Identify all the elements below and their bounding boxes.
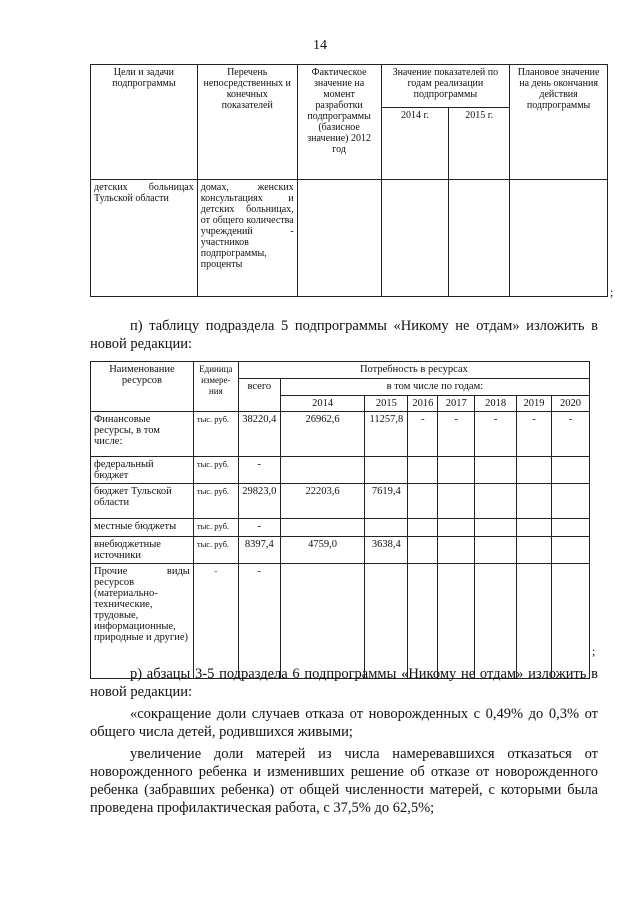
table-row <box>91 537 590 564</box>
header-planned-value: Плановое значение на день окончания действия подпрограммы <box>510 65 608 180</box>
cell-year-value <box>475 484 517 519</box>
cell-total: 38220,4 <box>238 412 280 457</box>
header-year: 2019 <box>517 396 552 412</box>
cell-year-value <box>475 537 517 564</box>
cell-year-value <box>408 484 438 519</box>
cell-year-value <box>517 519 552 537</box>
cell-year-value <box>475 519 517 537</box>
cell-year-value <box>438 484 475 519</box>
header-indicators: Перечень непосредственных и конечных показателей <box>197 65 297 180</box>
cell-year-value: - <box>475 412 517 457</box>
header-resource-name: Наименование ресурсов <box>91 362 194 412</box>
header-actual-value: Фактическое значение на момент разработки подпрограммы (базисное значение) 2012 год <box>297 65 381 180</box>
cell-resource-name: Финансовые ресурсы, в том числе: <box>91 412 194 457</box>
header-year: 2020 <box>552 396 590 412</box>
paragraph-reduction: «сокращение доли случаев отказа от новорожденных с 0,49% до 0,3% от общего числа детей, родившихся живыми; <box>90 706 598 740</box>
cell-year-value: - <box>517 412 552 457</box>
paragraph-p: п) таблицу подраздела 5 подпрограммы «Никому не отдам» изложить в новой редакции: <box>90 318 598 352</box>
cell-year-value <box>517 457 552 484</box>
page-number: 14 <box>313 38 327 53</box>
paragraph-r: р) абзацы 3-5 подраздела 6 подпрограммы «Никому не отдам» изложить в новой редакции: <box>90 666 598 700</box>
cell-resource-name: бюджет Тульской области <box>91 484 194 519</box>
header-values-by-year: Значение показателей по годам реализации подпрограммы <box>381 65 510 108</box>
cell-2014 <box>381 180 449 297</box>
table-row <box>91 484 590 519</box>
cell-unit: - <box>193 564 238 679</box>
cell-year-value <box>552 564 590 679</box>
cell-year-value <box>517 484 552 519</box>
table2-end-mark: ; <box>592 644 596 658</box>
cell-total: - <box>238 519 280 537</box>
cell-year-value <box>552 484 590 519</box>
cell-unit: тыс. руб. <box>193 519 238 537</box>
header-need: Потребность в ресурсах <box>238 362 589 379</box>
table-row <box>91 519 590 537</box>
cell-year-value: 11257,8 <box>365 412 408 457</box>
header-total: всего <box>238 379 280 412</box>
header-year: 2015 <box>365 396 408 412</box>
header-incl-years: в том числе по годам: <box>280 379 589 396</box>
cell-total: - <box>238 457 280 484</box>
cell-year-value <box>408 537 438 564</box>
cell-planned <box>510 180 608 297</box>
cell-year-value <box>280 457 365 484</box>
header-year: 2014 <box>280 396 365 412</box>
cell-year-value <box>408 457 438 484</box>
cell-year-value: 4759,0 <box>280 537 365 564</box>
resources-table <box>90 361 590 679</box>
cell-year-value <box>475 564 517 679</box>
cell-total: 8397,4 <box>238 537 280 564</box>
cell-year-value: 26962,6 <box>280 412 365 457</box>
cell-2015 <box>449 180 510 297</box>
header-goals: Цели и задачи подпрограммы <box>91 65 198 180</box>
cell-resource-name: Прочие виды ресурсов (материально-технические, трудовые, информационные, природные и другие) <box>91 564 194 679</box>
cell-resource-name: федеральный бюджет <box>91 457 194 484</box>
header-year-2014: 2014 г. <box>381 108 449 180</box>
cell-year-value <box>365 564 408 679</box>
cell-actual <box>297 180 381 297</box>
table-row <box>91 564 590 679</box>
cell-unit: тыс. руб. <box>193 457 238 484</box>
cell-year-value: 3638,4 <box>365 537 408 564</box>
cell-year-value <box>552 519 590 537</box>
cell-year-value <box>517 564 552 679</box>
cell-year-value <box>408 519 438 537</box>
cell-year-value <box>408 564 438 679</box>
cell-unit: тыс. руб. <box>193 412 238 457</box>
cell-year-value <box>438 564 475 679</box>
cell-year-value: 22203,6 <box>280 484 365 519</box>
cell-year-value <box>552 457 590 484</box>
cell-year-value <box>438 519 475 537</box>
cell-unit: тыс. руб. <box>193 537 238 564</box>
indicators-table <box>90 64 608 297</box>
paragraph-increase: увеличение доли матерей из числа намеревавшихся отказаться от новорожденного ребенка и изменивших решение об отказе от новорожденного ребенка (забравших ребенка) от общей численности матерей, с которыми была проведена профилактическая работа, с 37,5% до 62,5%; <box>90 746 598 816</box>
cell-year-value <box>365 519 408 537</box>
cell-total: - <box>238 564 280 679</box>
cell-total: 29823,0 <box>238 484 280 519</box>
cell-year-value: - <box>438 412 475 457</box>
cell-year-value <box>365 457 408 484</box>
cell-year-value: 7619,4 <box>365 484 408 519</box>
header-year-2015: 2015 г. <box>449 108 510 180</box>
cell-year-value: - <box>552 412 590 457</box>
cell-goals: детских больницах Тульской области <box>91 180 198 297</box>
cell-indicators: домах, женских консультациях и детских больницах, от общего количества учреждений - участников подпрограммы, проценты <box>197 180 297 297</box>
header-year: 2018 <box>475 396 517 412</box>
cell-year-value <box>475 457 517 484</box>
cell-resource-name: внебюджетные источники <box>91 537 194 564</box>
cell-year-value <box>438 537 475 564</box>
table1-end-mark: ; <box>610 285 614 299</box>
cell-year-value <box>552 537 590 564</box>
cell-year-value <box>280 564 365 679</box>
cell-year-value <box>517 537 552 564</box>
cell-year-value <box>280 519 365 537</box>
table-row <box>91 457 590 484</box>
header-year: 2016 <box>408 396 438 412</box>
table-row <box>91 412 590 457</box>
cell-unit: тыс. руб. <box>193 484 238 519</box>
header-unit: Единица измере-ния <box>193 362 238 412</box>
cell-year-value: - <box>408 412 438 457</box>
cell-resource-name: местные бюджеты <box>91 519 194 537</box>
cell-year-value <box>438 457 475 484</box>
header-year: 2017 <box>438 396 475 412</box>
